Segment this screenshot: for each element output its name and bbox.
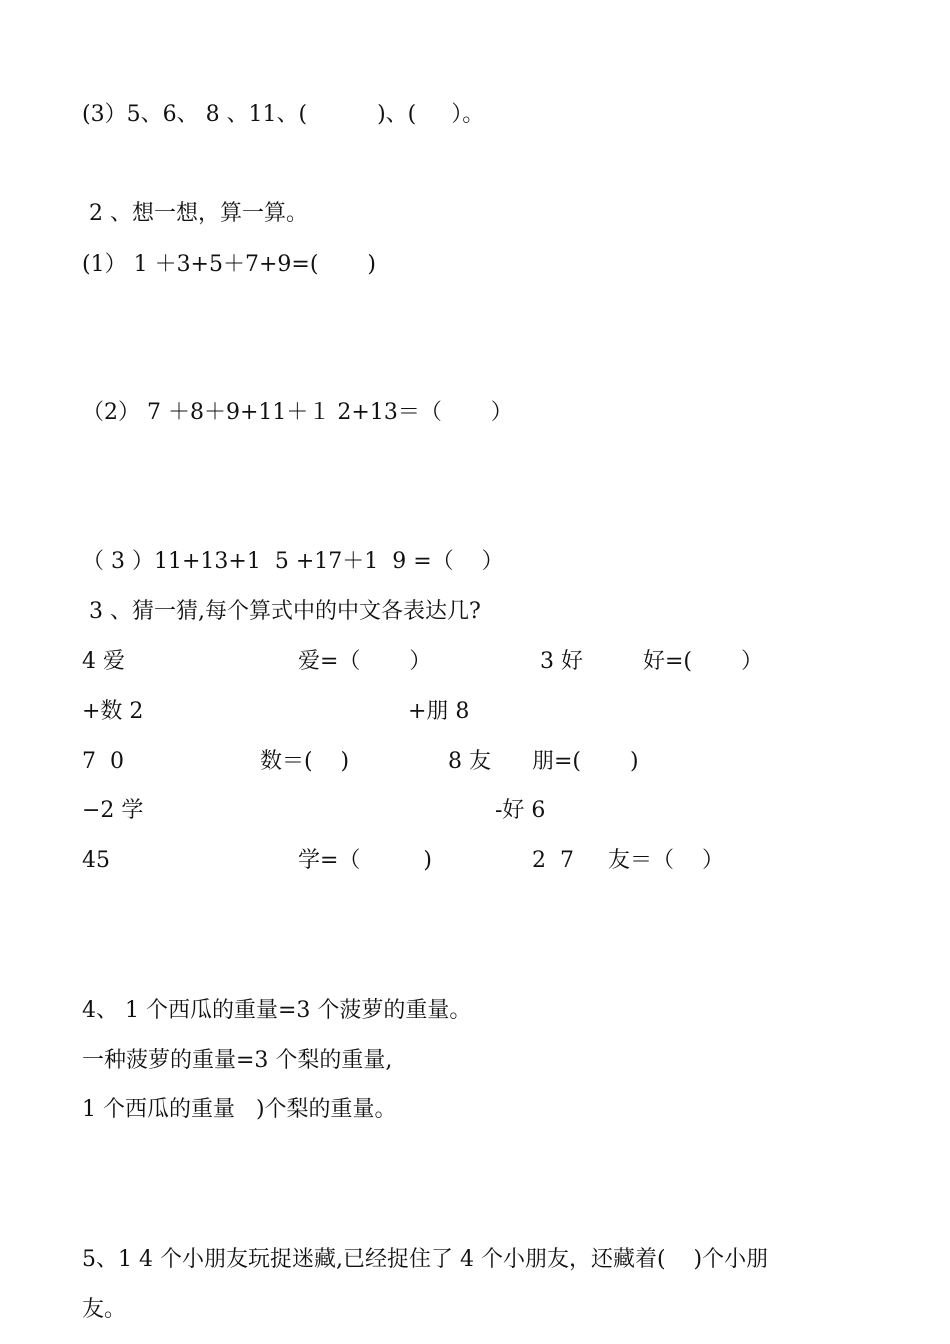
puzzle-left-row-3: 7 0 (82, 749, 124, 774)
answer-you: 友＝（ ） (608, 848, 724, 873)
puzzle-left-row-4: −2 学 (82, 798, 144, 823)
calc-question-3: （ 3 ）11+13+1 5 +17＋1 9 =（ ） (82, 549, 504, 574)
section-4-line-2: 一种菠萝的重量=3 个梨的重量, (82, 1048, 393, 1073)
puzzle-right-row-5: 2 7 (532, 848, 574, 873)
answer-hao: 好=( ） (643, 649, 763, 674)
puzzle-left-row-1: 4 爱 (82, 649, 125, 674)
section-3-heading: 3 、猜一猜,每个算式中的中文各表达几? (82, 599, 481, 624)
answer-ai: 爱=（ ） (298, 649, 432, 674)
section-5-line-2: 友。 (82, 1297, 127, 1322)
puzzle-right-row-1: 3 好 (540, 649, 583, 674)
answer-peng: 朋=( ) (532, 749, 639, 774)
answer-xue: 学=（ ) (298, 848, 432, 873)
calc-question-2: （2） 7 ＋8＋9+11＋１ 2+13＝（ ） (82, 400, 513, 425)
section-2-heading: 2 、想一想，算一算。 (82, 201, 308, 226)
section-4-line-3: 1 个西瓜的重量 )个梨的重量。 (82, 1097, 397, 1122)
puzzle-right-row-3: 8 友 (448, 749, 491, 774)
puzzle-right-row-2: +朋 8 (408, 699, 470, 724)
calc-question-1: (1） 1 ＋3+5＋7+9=( ) (82, 252, 376, 277)
sequence-question-3: (3）5、6、 8 、11、( )、( ）。 (82, 102, 485, 127)
answer-shu: 数＝( ) (260, 749, 350, 774)
puzzle-left-row-5: 45 (82, 848, 110, 873)
puzzle-right-row-4: -好 6 (495, 798, 546, 823)
section-5-line-1: 5、1 4 个小朋友玩捉迷藏,已经捉住了 4 个小朋友，还藏着( )个小朋 (82, 1247, 769, 1272)
section-4-line-1: 4、 1 个西瓜的重量=3 个菠萝的重量。 (82, 998, 472, 1023)
puzzle-left-row-2: +数 2 (82, 699, 144, 724)
